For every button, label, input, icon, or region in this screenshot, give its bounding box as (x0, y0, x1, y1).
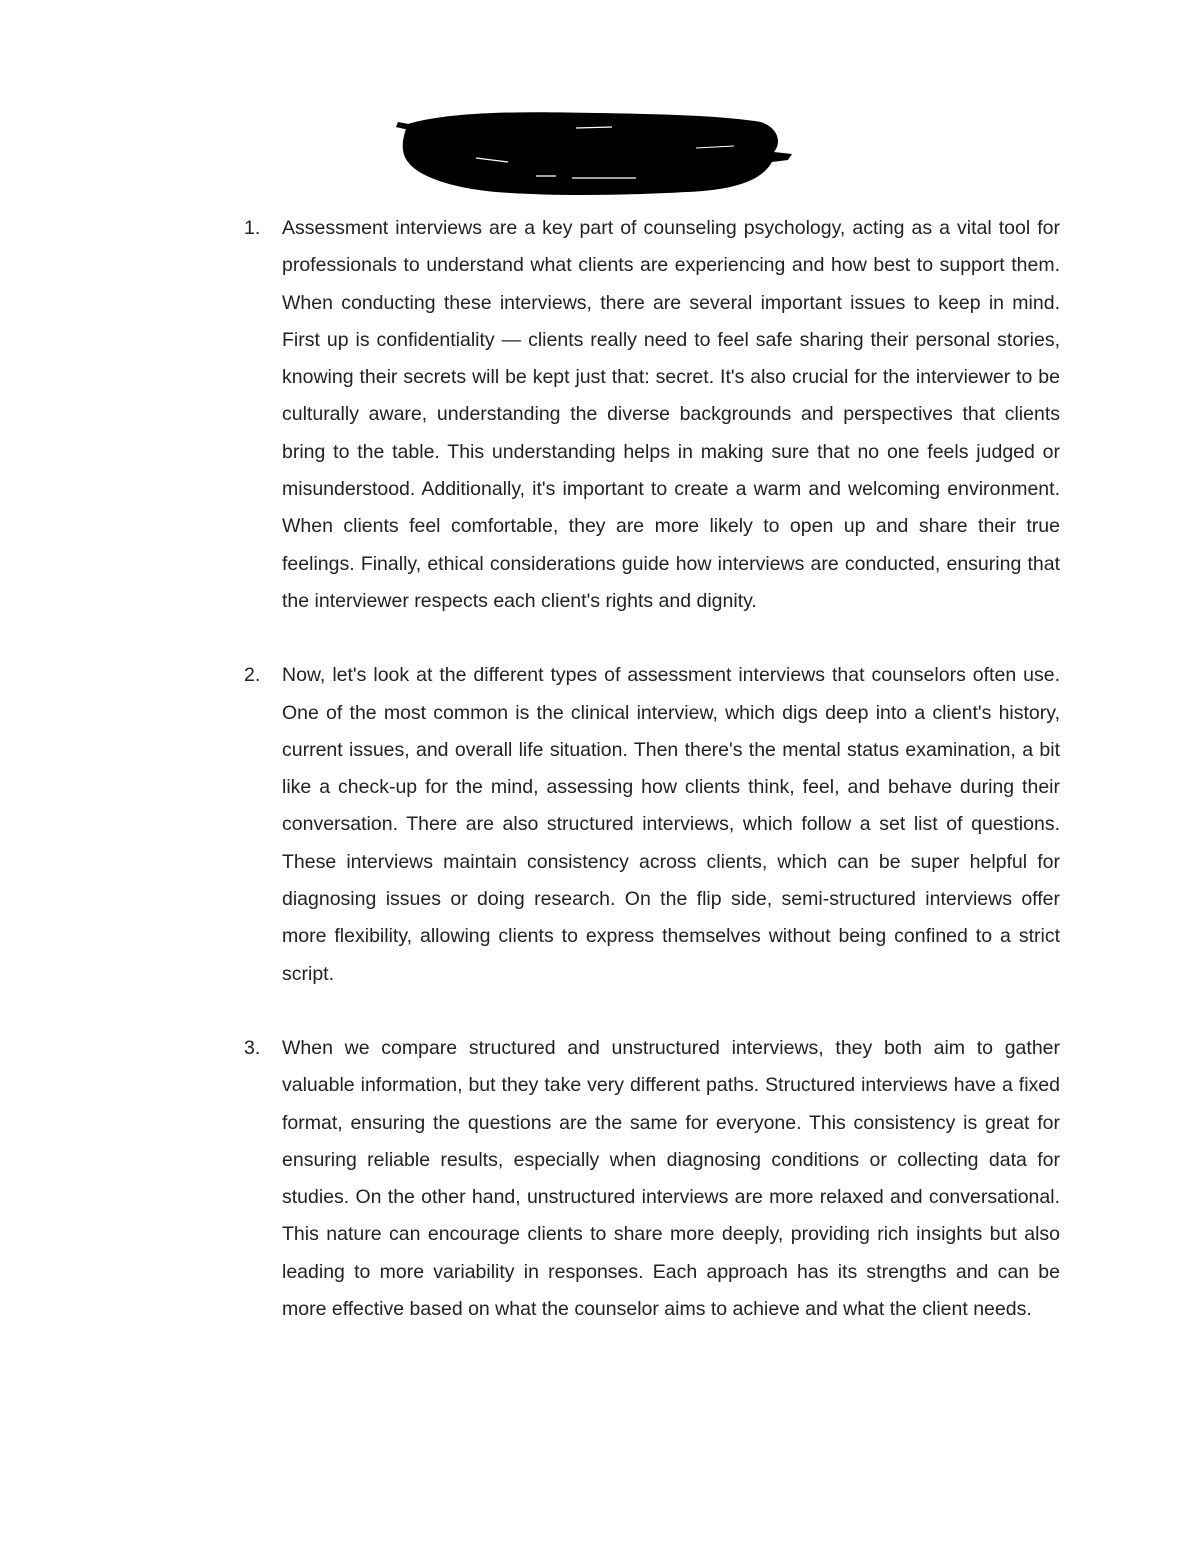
list-item-number: 3. (244, 1036, 261, 1059)
list-item-paragraph: When we compare structured and unstructured interviews, they both aim to gather valuable information, but they take very different paths. Structured interviews have a fixed format, ensuring the questions are the same for everyone. This consistency is great for ensuring reliable results, especially when diagnosing conditions or collecting data for studies. On the other hand, unstructured interviews are more relaxed and conversational. This nature can encourage clients to share more deeply, providing rich insights but also leading to more variability in responses. Each approach has its strengths and can be more effective based on what the counselor aims to achieve and what the client needs. (282, 1036, 1060, 1321)
list-item-number: 1. (244, 217, 261, 239)
list-item (244, 657, 1060, 993)
numbered-list (244, 210, 1060, 1365)
list-item (244, 210, 1060, 620)
list-item-number: 2. (244, 664, 261, 687)
list-item (244, 1030, 1060, 1328)
redaction-scribble-icon (396, 108, 796, 200)
list-item-paragraph: Assessment interviews are a key part of counseling psychology, acting as a vital tool for professionals to understand what clients are experiencing and how best to support them. When conducting these interviews, there are several important issues to keep in mind. First up is confidentiality — clients really need to feel safe sharing their personal stories, knowing their secrets will be kept just that: secret. It's also crucial for the interviewer to be culturally aware, understanding the diverse backgrounds and perspectives that clients bring to the table. This understanding helps in making sure that no one feels judged or misunderstood. Additionally, it's important to create a warm and welcoming environment. When clients feel comfortable, they are more likely to open up and share their true feelings. Finally, ethical considerations guide how interviews are conducted, ensuring that the interviewer respects each client's rights and dignity. (282, 217, 1060, 612)
list-item-paragraph: Now, let's look at the different types of assessment interviews that counselors often use. One of the most common is the clinical interview, which digs deep into a client's history, current issues, and overall life situation. Then there's the mental status examination, a bit like a check-up for the mind, assessing how clients think, feel, and behave during their conversation. There are also structured interviews, which follow a set list of questions. These interviews maintain consistency across clients, which can be super helpful for diagnosing issues or doing research. On the flip side, semi-structured interviews offer more flexibility, allowing clients to express themselves without being confined to a strict script. (282, 664, 1060, 985)
